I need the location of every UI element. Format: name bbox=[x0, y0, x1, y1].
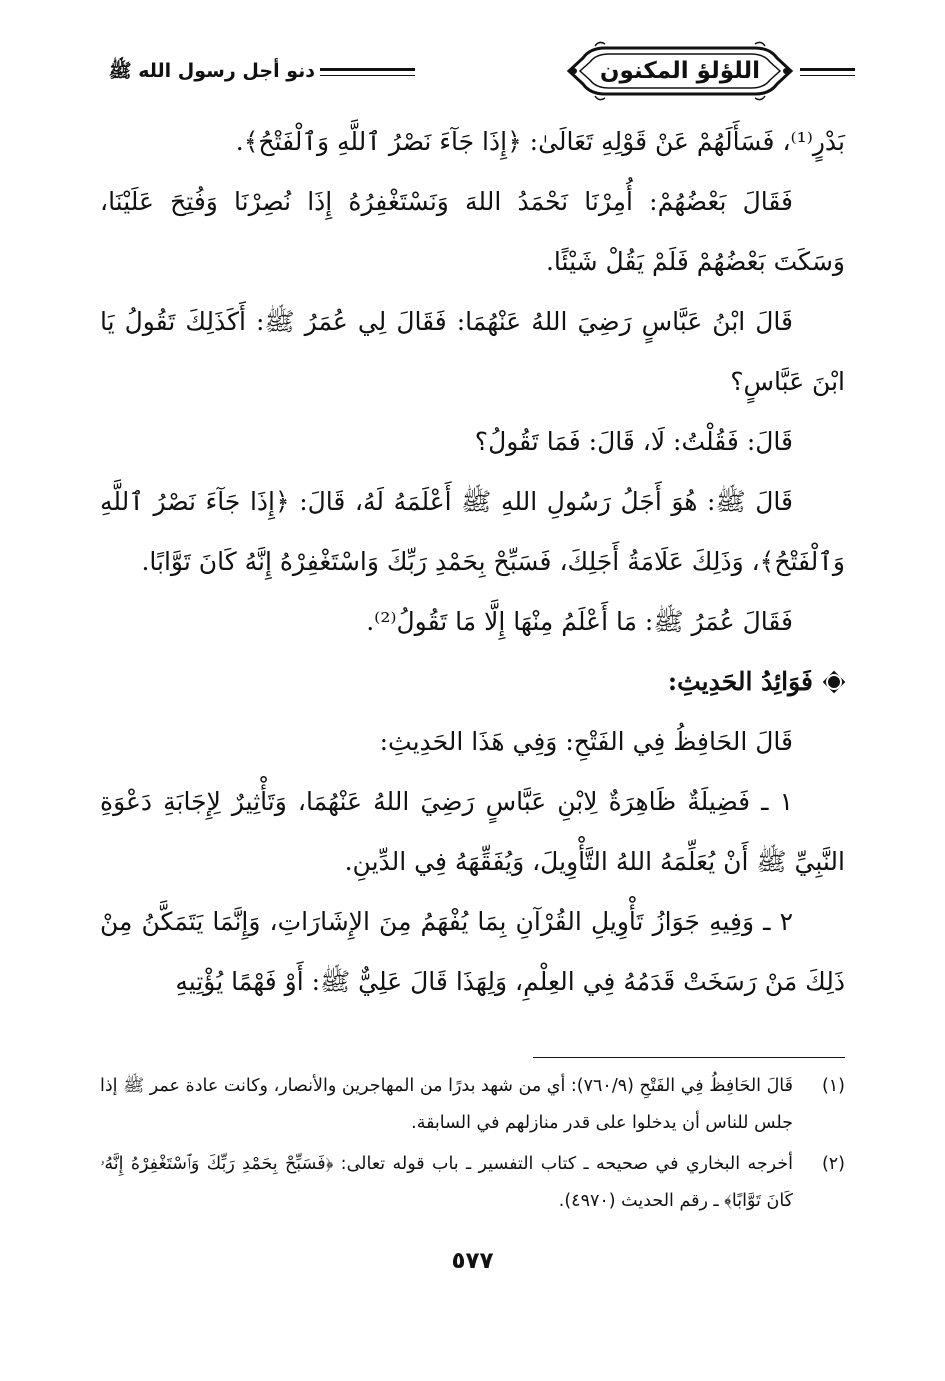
paragraph-5: قَالَ ﷺ: هُوَ أَجَلُ رَسُولِ اللهِ ﷺ أَعْلَمَهُ لَهُ، قَالَ: ﴿إِذَا جَآءَ نَصْرُ ٱللَّهِ وَٱلْفَتْحُ﴾، وَذَلِكَ عَلَامَةُ أَجَلِكَ، فَسَبِّحْ بِحَمْدِ رَبِّكَ وَاسْتَغْفِرْهُ إِنَّهُ كَانَ تَوَّابًا. bbox=[100, 487, 845, 576]
paragraph-3: قَالَ ابْنُ عَبَّاسٍ رَضِيَ اللهُ عَنْهُمَا: فَقَالَ لِي عُمَرُ ﷺ: أَكَذَلِكَ تَقُولُ يَا ابْنَ عَبَّاسٍ؟ bbox=[100, 307, 845, 396]
paragraph-4: قَالَ: فَقُلْتُ: لَا، قَالَ: فَمَا تَقُولُ؟ bbox=[474, 427, 793, 456]
book-title-cartouche bbox=[565, 40, 795, 102]
footnote-number: (١) bbox=[821, 1076, 845, 1096]
page-number: ٥٧٧ bbox=[451, 1248, 494, 1274]
flower-bullet-icon bbox=[823, 671, 845, 693]
footnote-number: (٢) bbox=[821, 1154, 845, 1174]
book-title: اللؤلؤ المكنون bbox=[599, 58, 761, 84]
header-rule-right bbox=[800, 68, 855, 76]
footnote-text: قَالَ الحَافِظُ فِي الفَتْحِ (٧٦٠/٩): أي من شهد بدرًا من المهاجرين والأنصار، وكانت عادة عمر ﷺ إذا جلس للناس أن يدخلوا على قدر منازلهم في السابقة. bbox=[99, 1076, 793, 1133]
header-rule-left bbox=[320, 68, 415, 76]
footnote-1 bbox=[100, 1068, 845, 1142]
main-text bbox=[100, 112, 845, 1012]
benefit-2: ٢ ـ وَفِيهِ جَوَازُ تَأْوِيلِ القُرْآنِ بِمَا يُفْهَمُ مِنَ الإِشَارَاتِ، وَإِنَّمَا يَتَمَكَّنُ مِنْ ذَلِكَ مَنْ رَسَخَتْ قَدَمُهُ فِي العِلْمِ، وَلِهَذَا قَالَ عَلِيٌّ ﷺ: أَوْ فَهْمًا يُؤْتِيهِ bbox=[100, 907, 845, 996]
footnotes bbox=[100, 1068, 845, 1224]
footnote-2 bbox=[100, 1146, 845, 1220]
paragraph-6: فَقَالَ عُمَرُ ﷺ: مَا أَعْلَمُ مِنْهَا إِلَّا مَا تَقُولُ⁽²⁾. bbox=[366, 607, 793, 636]
section-heading bbox=[100, 652, 845, 712]
running-header bbox=[95, 40, 855, 102]
footnote-separator bbox=[533, 1057, 845, 1058]
section-heading-text: فَوَائِدُ الحَدِيثِ: bbox=[667, 667, 813, 696]
paragraph-7: قَالَ الحَافِظُ فِي الفَتْحِ: وَفِي هَذَا الحَدِيثِ: bbox=[379, 727, 793, 756]
footnote-text: أخرجه البخاري في صحيحه ـ كتاب التفسير ـ باب قوله تعالى: ﴿فَسَبِّحْ بِحَمْدِ رَبِّكَ وَٱسْتَغْفِرْهُ إِنَّهُۥ كَانَ تَوَّابًا﴾ ـ رقم الحديث (٤٩٧٠). bbox=[100, 1154, 793, 1211]
benefit-1: ١ ـ فَضِيلَةٌ ظَاهِرَةٌ لِابْنِ عَبَّاسٍ رَضِيَ اللهُ عَنْهُمَا، وَتَأْثِيرٌ لِإِجَابَةِ دَعْوَةِ النَّبِيِّ ﷺ أَنْ يُعَلِّمَهُ اللهُ التَّأْوِيلَ، وَيُفَقِّهَهُ فِي الدِّينِ. bbox=[100, 787, 845, 876]
chapter-title: دنو أجل رسول الله ﷺ bbox=[108, 60, 315, 82]
paragraph-2: فَقَالَ بَعْضُهُمْ: أُمِرْنَا نَحْمَدُ اللهَ وَنَسْتَغْفِرُهُ إِذَا نُصِرْنَا وَفُتِحَ عَلَيْنَا، وَسَكَتَ بَعْضُهُمْ فَلَمْ يَقُلْ شَيْئًا. bbox=[100, 187, 845, 276]
paragraph-1: بَدْرٍ⁽¹⁾، فَسَأَلَهُمْ عَنْ قَوْلِهِ تَعَالَىٰ: ﴿إِذَا جَآءَ نَصْرُ ٱللَّهِ وَٱلْفَتْحُ﴾. bbox=[235, 127, 845, 156]
